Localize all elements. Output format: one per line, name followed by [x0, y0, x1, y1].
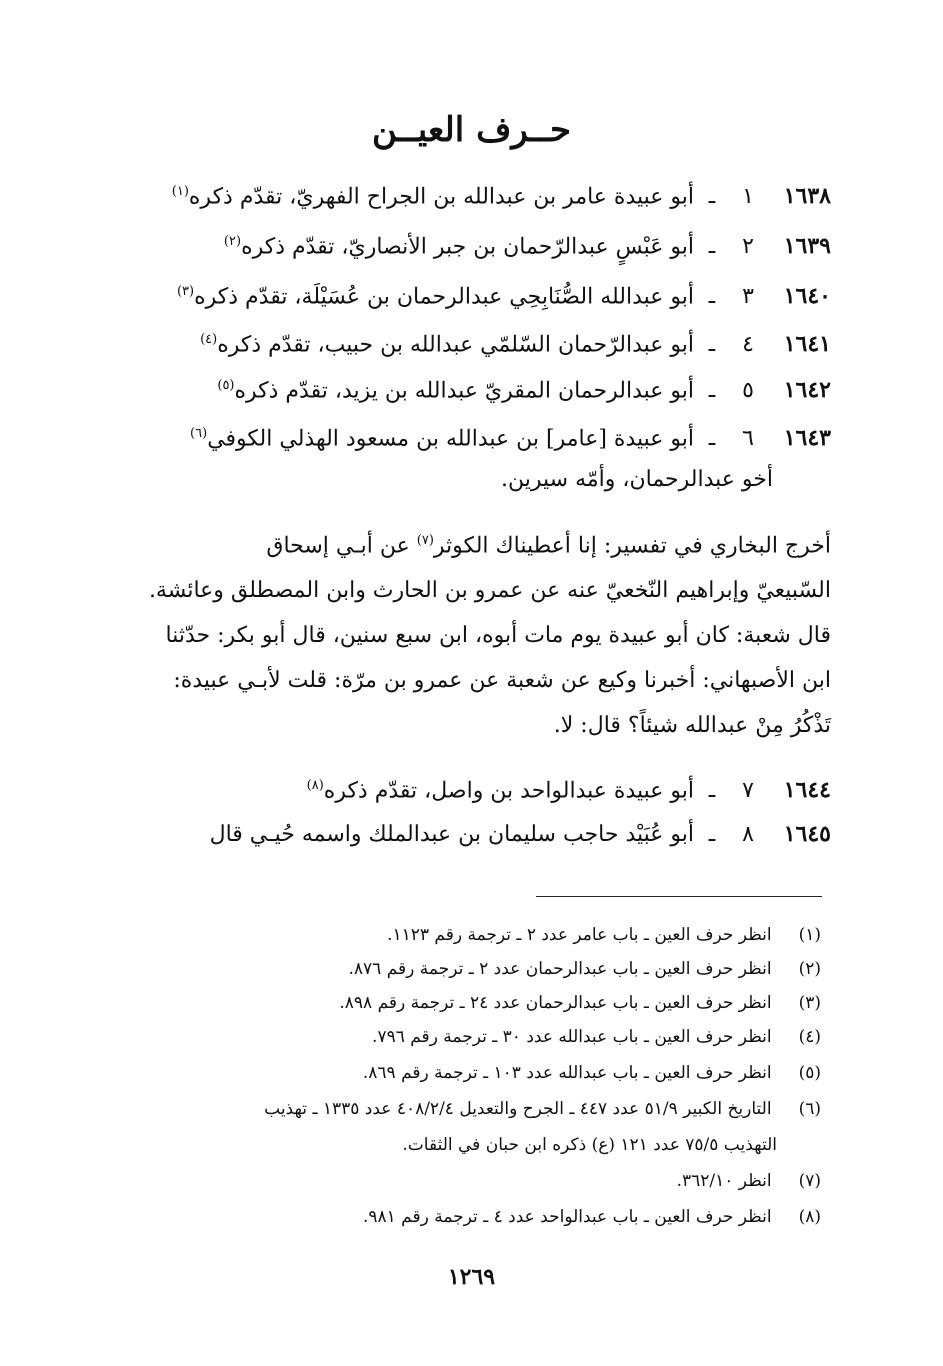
paragraph-line: ابن الأصبهاني: أخبرنا وكيع عن شعبة عن عمرو بن مرّة: قلت لأبـي عبيدة:	[173, 668, 831, 694]
entry-1640	[111, 268, 831, 316]
footnote-1	[121, 918, 821, 952]
entry-text: أبو عبيدة [عامر] بن عبدالله بن مسعود الهذلي الكوفي	[207, 426, 694, 452]
paragraph-line	[131, 518, 831, 568]
footnote-number: (٣)	[798, 993, 821, 1013]
paragraph-line: السّبيعيّ وإبراهيم النّخعيّ عنه عن عمرو بن الحارث وابن المصطلق وعائشة.	[148, 578, 831, 604]
entry-dash: ـ	[708, 778, 716, 804]
entry-text: أبو عبيدة عامر بن عبدالله بن الجراح الفهريّ، تقدّم ذكره	[188, 184, 694, 210]
footnote-text: انظر حرف العين ـ باب عبدالرحمان عدد ٢٤ ـ ترجمة رقم ٨٩٨.	[339, 993, 772, 1013]
footnote-text: انظر حرف العين ـ باب عبدالله عدد ١٠٣ ـ ترجمة رقم ٨٦٩.	[362, 1063, 772, 1083]
page-number: ١٢٦٩	[447, 1264, 496, 1290]
footnote-text: التاريخ الكبير ٥١/٩ عدد ٤٤٧ ـ الجرح والتعديل ٤٠٨/٢/٤ عدد ١٣٣٥ ـ تهذيب	[264, 1099, 772, 1119]
footnote-text: انظر حرف العين ـ باب عامر عدد ٢ ـ ترجمة رقم ١١٢٣.	[387, 925, 772, 945]
paragraph-line: قال شعبة: كان أبو عبيدة يوم مات أبوه، ابن سبع سنين، قال أبو بكر: حدّثنا	[165, 623, 831, 649]
entry-number: ١٦٣٩	[783, 233, 831, 260]
entry-index: ١	[742, 184, 754, 210]
entry-1639	[111, 218, 831, 266]
entry-1642	[111, 362, 831, 410]
footnote-text: انظر حرف العين ـ باب عبدالله عدد ٣٠ ـ ترجمة رقم ٧٩٦.	[372, 1027, 772, 1047]
footnote-number: (١)	[798, 925, 821, 945]
entry-number: ١٦٤٥	[783, 821, 831, 847]
entry-index: ٧	[742, 778, 754, 804]
footnote-ref: (٤)	[200, 332, 218, 347]
entry-text: أبو عُبَيْد حاجب سليمان بن عبدالملك واسمه حُيـي قال	[209, 822, 694, 847]
footnote-text: انظر حرف العين ـ باب عبدالواحد عدد ٤ ـ ترجمة رقم ٩٨١.	[362, 1207, 772, 1227]
entry-dash: ـ	[708, 332, 716, 358]
entry-text: أبو عبيدة عبدالواحد بن واصل، تقدّم ذكره	[323, 778, 694, 804]
paragraph-line: تَذْكُرُ مِنْ عبدالله شيئاً؟ قال: لا.	[553, 713, 831, 739]
entry-index: ٨	[742, 822, 754, 847]
footnote-number: (٦)	[798, 1099, 821, 1119]
entry-dash: ـ	[708, 378, 716, 404]
entry-dash: ـ	[708, 822, 716, 847]
body-paragraph	[131, 518, 831, 748]
footnote-ref: (٥)	[217, 378, 235, 393]
section-heading: حــرف العيــن	[371, 110, 572, 150]
entry-number: ١٦٤٤	[783, 777, 831, 804]
entry-text: أبو عبدالرحمان المقريّ عبدالله بن يزيد، تقدّم ذكره	[234, 378, 694, 404]
footnote-number: (٨)	[798, 1207, 821, 1227]
footnote-4	[121, 1020, 821, 1054]
entry-index: ٦	[742, 426, 754, 452]
footnote-6	[121, 1092, 821, 1126]
entry-dash: ـ	[708, 234, 716, 260]
footnote-ref: (٢)	[223, 234, 242, 249]
footnote-8	[121, 1200, 821, 1234]
footnote-5	[121, 1056, 821, 1090]
footnote-ref: (٦)	[190, 426, 208, 441]
entry-continuation: أخو عبدالرحمان، وأمّه سيرين.	[501, 467, 773, 492]
entry-number: ١٦٤٢	[783, 377, 831, 404]
entry-text: أبو عبدالرّحمان السّلمّي عبدالله بن حبيب، تقدّم ذكره	[217, 332, 694, 358]
entry-text: أبو عبدالله الصُّنَابِحِي عبدالرحمان بن عُسَيْلَة، تقدّم ذكره	[194, 284, 694, 310]
paragraph-text: عن أبـي إسحاق	[266, 533, 417, 559]
entry-dash: ـ	[708, 284, 716, 310]
footnote-text: انظر ٣٦٢/١٠.	[676, 1171, 772, 1191]
footnote-ref: (٧)	[416, 533, 434, 548]
entry-dash: ـ	[708, 426, 716, 452]
footnote-ref: (٣)	[176, 284, 195, 299]
entry-1645	[111, 810, 831, 858]
entry-1638	[111, 168, 831, 216]
entry-number: ١٦٤١	[783, 331, 831, 358]
footnote-6-continuation: التهذيب ٧٥/٥ عدد ١٢١ (ع) ذكره ابن حبان في الثقات.	[402, 1135, 777, 1155]
entry-text: أبو عَبْسٍ عبدالرّحمان بن جبر الأنصاريّ، تقدّم ذكره	[241, 234, 694, 260]
footnote-3	[121, 986, 821, 1020]
footnote-number: (٧)	[798, 1171, 821, 1191]
entry-1643	[111, 410, 831, 458]
entry-1644	[111, 762, 831, 810]
entry-dash: ـ	[708, 184, 716, 210]
entry-index: ٤	[742, 332, 754, 358]
footnote-7	[121, 1164, 821, 1198]
entry-number: ١٦٣٨	[783, 183, 831, 210]
footnote-number: (٥)	[798, 1063, 821, 1083]
entry-index: ٣	[742, 284, 754, 310]
footnote-ref: (١)	[171, 184, 189, 199]
footnote-ref: (٨)	[306, 778, 324, 793]
entry-number: ١٦٤٣	[783, 425, 831, 452]
footnote-2	[121, 952, 821, 986]
footnote-number: (٢)	[798, 959, 821, 979]
paragraph-text: أخرج البخاري في تفسير: إنا أعطيناك الكوثر	[433, 533, 831, 559]
footnote-divider	[536, 896, 822, 897]
entry-index: ٢	[742, 234, 754, 260]
entry-number: ١٦٤٠	[783, 283, 831, 310]
entry-index: ٥	[742, 378, 754, 404]
footnote-number: (٤)	[798, 1027, 821, 1047]
entry-1641	[111, 316, 831, 364]
footnote-text: انظر حرف العين ـ باب عبدالرحمان عدد ٢ ـ ترجمة رقم ٨٧٦.	[348, 959, 772, 979]
